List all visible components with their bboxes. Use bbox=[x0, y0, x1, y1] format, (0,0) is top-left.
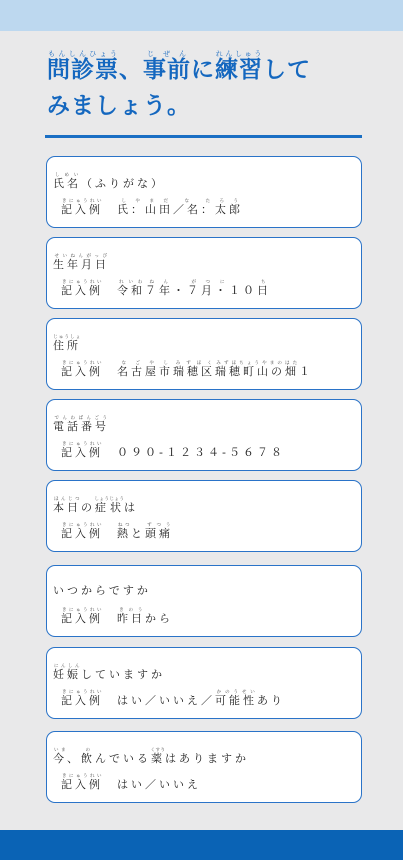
title-seg: 問診票もんしんひょう bbox=[47, 50, 119, 83]
example-answer: 記入例きにゅうれい名古屋市なごやし瑞穂区みずほく瑞穂町山の畑みずほちょうやまのはた１ bbox=[61, 361, 313, 378]
example-answer: 記入例きにゅうれい氏し：山田やまだ／名な：太郎たろう bbox=[61, 199, 243, 216]
question-card bbox=[46, 156, 362, 228]
title-divider bbox=[45, 135, 362, 138]
question-card bbox=[46, 565, 362, 637]
question-label: 本日ほんじつの症状しょうじょうは bbox=[53, 497, 138, 514]
question-card bbox=[46, 731, 362, 803]
title-line-1: 問診票もんしんひょう、事前じぜんに練習れんしゅうして bbox=[47, 50, 311, 83]
example-answer: 記入例きにゅうれい０９０-１２３４-５６７８ bbox=[61, 442, 285, 459]
question-label: 生年月日せいねんがっぴ bbox=[53, 254, 109, 271]
question-label: 氏名しめい（ふりがな） bbox=[53, 173, 165, 190]
top-banner bbox=[0, 0, 403, 31]
example-answer: 記入例きにゅうれいはい／いいえ／可能性かのうせいあり bbox=[61, 690, 285, 707]
question-label: 電話番号でんわばんごう bbox=[53, 416, 109, 433]
question-label: 住所じゅうしょ bbox=[53, 335, 81, 352]
question-label: いつからですか bbox=[53, 584, 151, 597]
example-answer: 記入例きにゅうれい令和れいわ７年ねん・７月がつ・１０日にち bbox=[61, 280, 271, 297]
question-card bbox=[46, 237, 362, 309]
question-card bbox=[46, 647, 362, 719]
example-answer: 記入例きにゅうれい熱ねつと頭痛ずつう bbox=[61, 523, 173, 540]
question-card bbox=[46, 318, 362, 390]
question-card bbox=[46, 399, 362, 471]
question-label: 妊娠にんしんしていますか bbox=[53, 664, 165, 681]
bottom-banner bbox=[0, 830, 403, 860]
page-title bbox=[47, 50, 387, 124]
question-card bbox=[46, 480, 362, 552]
example-answer: 記入例きにゅうれいはい／いいえ bbox=[61, 774, 201, 791]
question-label: 今いま、飲のんでいる薬くすりはありますか bbox=[53, 748, 249, 765]
example-answer: 記入例きにゅうれい昨日きのうから bbox=[61, 608, 173, 625]
title-line-2: みましょう。 bbox=[47, 93, 191, 119]
